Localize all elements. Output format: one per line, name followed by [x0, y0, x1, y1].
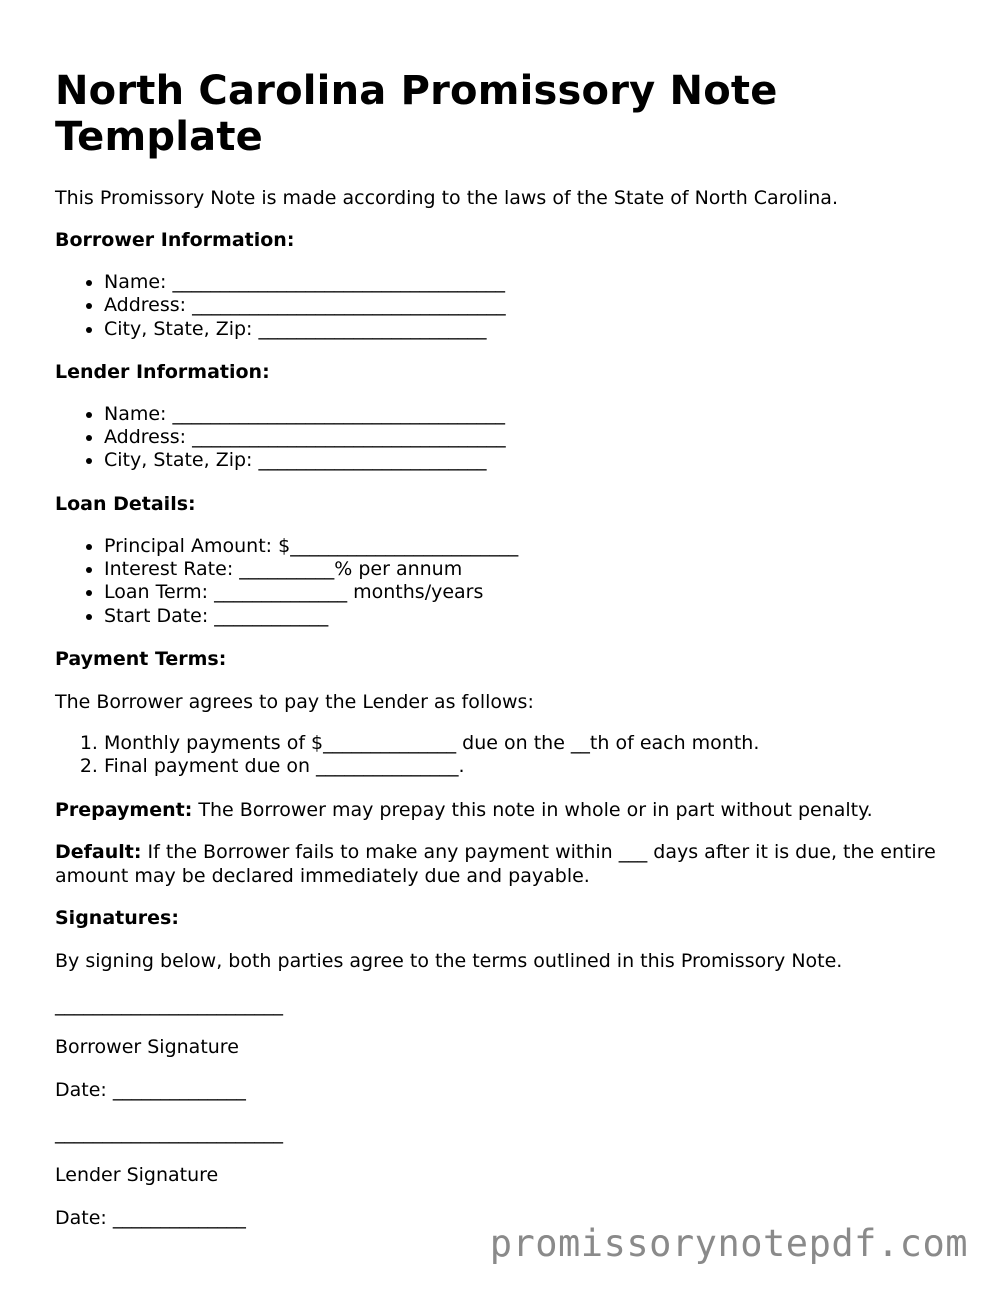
- payment-heading: Payment Terms:: [55, 647, 227, 670]
- lender-list: [55, 403, 955, 473]
- borrower-signature-label: Borrower Signature: [55, 1035, 239, 1058]
- borrower-date-line: Date: ______________: [55, 1078, 246, 1101]
- intro-text: This Promissory Note is made according to the laws of the State of North Carolina.: [55, 187, 838, 209]
- principal-amount-field: • Principal Amount: $________________________: [104, 535, 955, 558]
- lender-address-field: • Address: _________________________________: [104, 426, 955, 449]
- borrower-city-field: • City, State, Zip: ________________________: [104, 318, 955, 341]
- borrower-address-field: • Address: _________________________________: [104, 294, 955, 317]
- payment-intro: The Borrower agrees to pay the Lender as follows:: [55, 690, 534, 713]
- default-label: Default:: [55, 840, 142, 863]
- lender-heading: Lender Information:: [55, 360, 270, 383]
- lender-date-line: Date: ______________: [55, 1206, 246, 1229]
- default-clause: [55, 840, 955, 888]
- monthly-payment-item: 1. Monthly payments of $______________ due on the __th of each month.: [104, 732, 955, 755]
- watermark: promissorynotepdf.com: [489, 1222, 968, 1265]
- lender-name-field: • Name: ___________________________________: [104, 403, 955, 426]
- final-payment-item: 2. Final payment due on _______________.: [104, 755, 955, 778]
- loan-list: [55, 535, 955, 628]
- prepayment-label: Prepayment:: [55, 798, 193, 821]
- borrower-name-field: • Name: ___________________________________: [104, 271, 955, 294]
- document-page: [55, 68, 955, 1249]
- start-date-field: • Start Date: ____________: [104, 605, 955, 628]
- prepayment-clause: [55, 798, 955, 822]
- interest-rate-field: • Interest Rate: __________% per annum: [104, 558, 955, 581]
- signatures-intro: By signing below, both parties agree to the terms outlined in this Promissory Note.: [55, 949, 843, 972]
- borrower-heading: Borrower Information:: [55, 229, 295, 251]
- payment-list: [55, 732, 955, 779]
- signatures-heading: Signatures:: [55, 906, 179, 929]
- borrower-signature-line: ________________________: [55, 993, 283, 1016]
- prepayment-text: The Borrower may prepay this note in whole or in part without penalty.: [192, 798, 873, 821]
- lender-signature-line: ________________________: [55, 1121, 283, 1144]
- lender-signature-label: Lender Signature: [55, 1163, 219, 1186]
- borrower-list: [55, 271, 955, 341]
- loan-heading: Loan Details:: [55, 492, 196, 515]
- page-title: North Carolina Promissory Note Template: [55, 68, 778, 160]
- default-text: If the Borrower fails to make any payment within ___ days after it is due, the entire amount may be declared immediately due and payable.: [55, 840, 936, 887]
- lender-city-field: • City, State, Zip: ________________________: [104, 449, 955, 472]
- loan-term-field: • Loan Term: ______________ months/years: [104, 581, 955, 604]
